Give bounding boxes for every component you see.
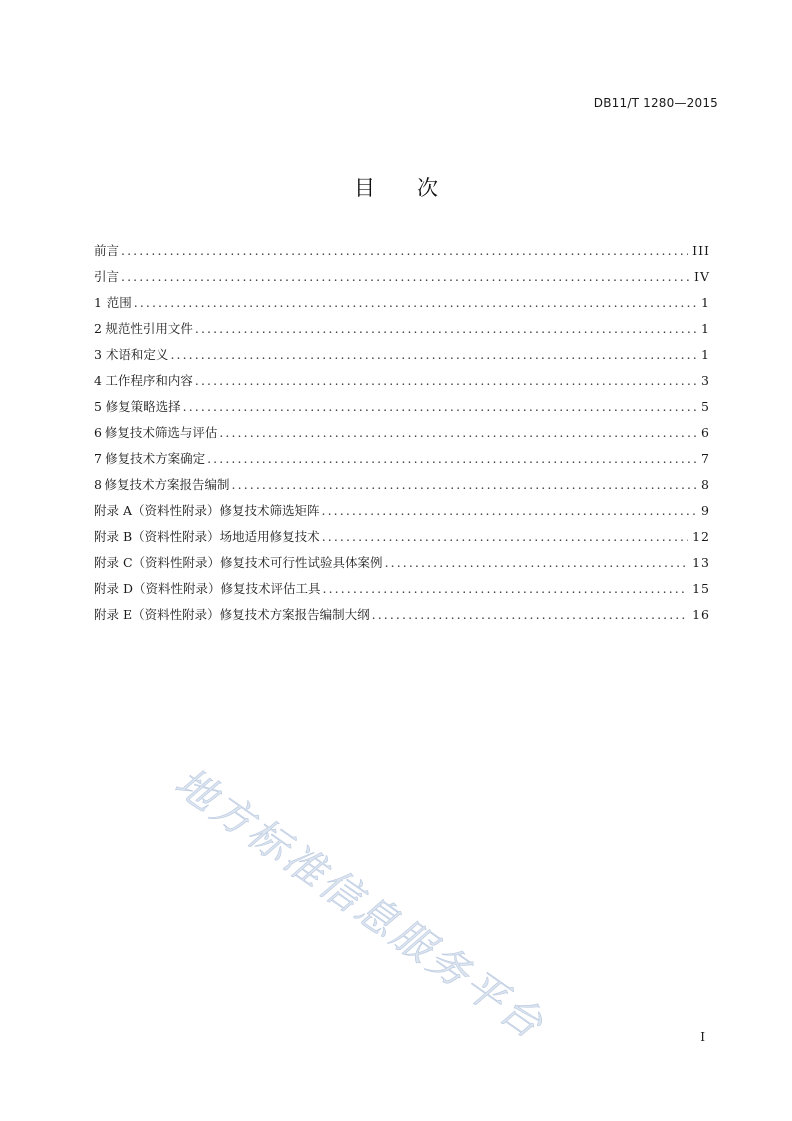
toc-entry-leader-dots [195,316,697,342]
toc-entry[interactable] [94,446,710,472]
toc-entry-label: 修复技术方案报告编制大纲 [219,607,370,622]
toc-entry-page-number: 7 [701,451,710,466]
toc-entry-label: 规范性引用文件 [105,321,193,336]
toc-entry-page-number: 8 [701,477,710,492]
toc-entry-number: 4 [94,373,102,388]
toc-title: 目次 [354,176,480,200]
toc-entry-page-number: 12 [692,529,710,544]
document-code: DB11/T 1280—2015 [593,96,718,110]
toc-entry-appendix-prefix: 附录 E（资料性附录） [94,607,220,622]
toc-entry-number: 5 [94,399,102,414]
toc-entry[interactable] [94,576,710,602]
toc-entry[interactable] [94,472,710,498]
toc-entry-leader-dots [134,290,697,316]
toc-entry-label: 修复技术可行性试验具体案例 [220,555,383,570]
toc-entry-leader-dots [219,420,697,446]
toc-entry[interactable] [94,602,710,628]
toc-entry-appendix-prefix: 附录 A（资料性附录） [94,503,220,518]
toc-entry[interactable] [94,498,710,524]
toc-entry-page-number: 9 [701,503,710,518]
watermark: 地方标准信息服务平台 [166,759,554,1050]
toc-entry-page-number: 13 [692,555,710,570]
toc-entry-page-number: 6 [701,425,710,440]
toc-entry-page-number: 3 [701,373,710,388]
toc-entry-number: 2 [94,321,102,336]
toc-entry-label: 范围 [106,295,132,310]
toc-entry[interactable] [94,290,710,316]
toc-entry-label: 修复技术筛选矩阵 [219,503,320,518]
toc-entry-leader-dots [121,238,688,264]
toc-entry-label: 引言 [94,269,120,284]
toc-entry-page-number: 16 [692,607,710,622]
toc-entry-label: 修复技术筛选与评估 [104,425,218,440]
toc-entry-leader-dots [385,550,689,576]
toc-entry-page-number: 5 [701,399,710,414]
toc-entry[interactable] [94,368,710,394]
toc-entry-leader-dots [322,498,698,524]
toc-entry-appendix-prefix: 附录 D（资料性附录） [94,581,221,596]
toc-entry-number: 1 [94,295,102,310]
toc-entry[interactable] [94,342,710,368]
toc-entry-leader-dots [322,524,688,550]
toc-entry-appendix-prefix: 附录 B（资料性附录） [94,529,220,544]
toc-entry-leader-dots [121,264,690,290]
toc-entry-number: 7 [94,451,102,466]
toc-entry-label: 修复技术方案确定 [105,451,206,466]
toc-entry-label: 修复技术评估工具 [220,581,321,596]
toc-entry-label: 修复策略选择 [105,399,181,414]
toc-entry-number: 3 [94,347,102,362]
toc-entry-label: 术语和定义 [105,347,169,362]
toc-entry-appendix-prefix: 附录 C（资料性附录） [94,555,221,570]
toc-entry-leader-dots [207,446,697,472]
toc-entry[interactable] [94,550,710,576]
toc-entry-page-number: III [692,243,710,258]
toc-entry-leader-dots [372,602,688,628]
toc-entry-leader-dots [232,472,698,498]
toc-entry[interactable] [94,238,710,264]
toc-entry[interactable] [94,264,710,290]
toc-entry-label: 修复技术方案报告编制 [104,477,230,492]
toc-entry-leader-dots [183,394,697,420]
toc-entry-leader-dots [170,342,697,368]
page-number: I [700,1030,705,1044]
toc-entry-page-number: 1 [701,295,710,310]
toc-entry-number: 8 [94,477,102,492]
toc-entry-page-number: 1 [701,347,710,362]
toc-entry-number: 6 [94,425,102,440]
toc-entry[interactable] [94,420,710,446]
toc-entry-page-number: 15 [692,581,710,596]
toc-entry-page-number: IV [694,269,710,284]
toc-entry-page-number: 1 [701,321,710,336]
toc-entry-label: 场地适用修复技术 [219,529,320,544]
toc-entry[interactable] [94,316,710,342]
table-of-contents [94,238,710,628]
toc-entry-label: 工作程序和内容 [105,373,193,388]
toc-entry-leader-dots [323,576,689,602]
toc-entry-leader-dots [195,368,697,394]
toc-entry-label: 前言 [94,243,120,258]
toc-entry[interactable] [94,394,710,420]
toc-entry[interactable] [94,524,710,550]
